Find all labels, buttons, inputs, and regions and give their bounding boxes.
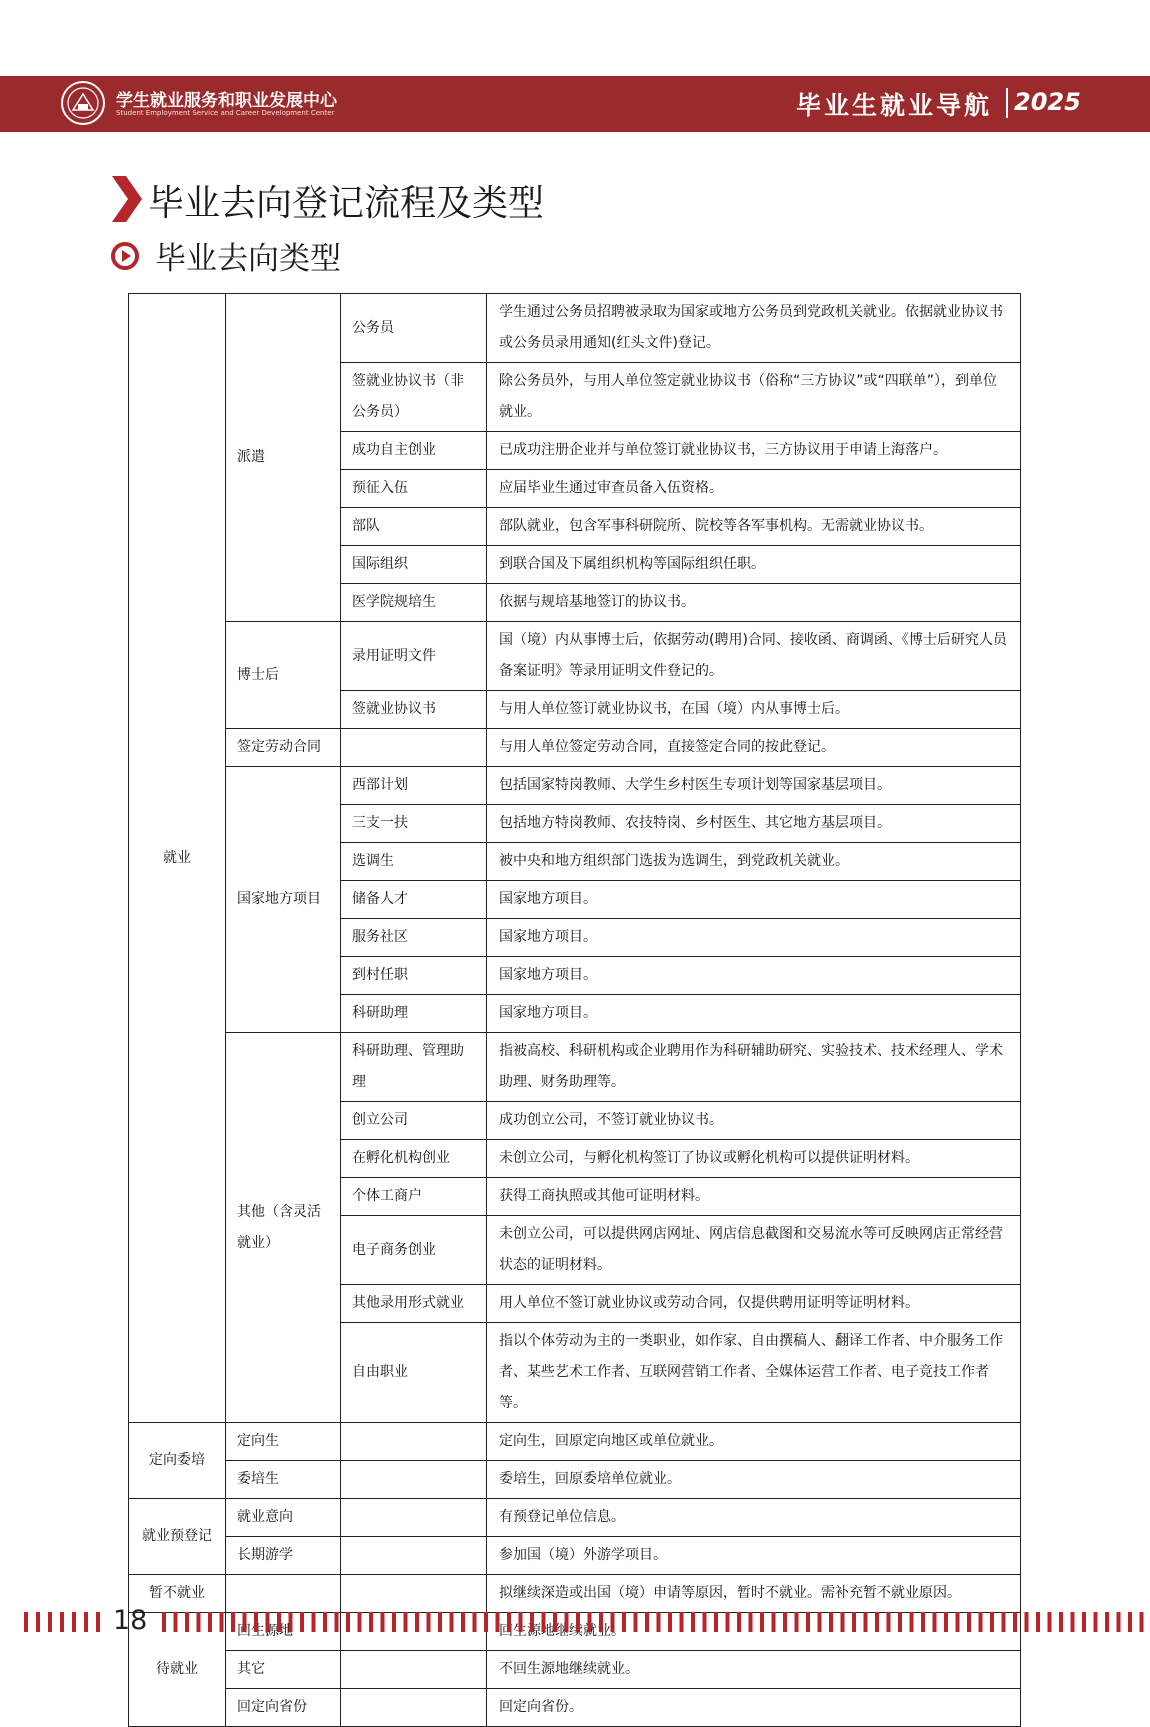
table-row — [129, 1423, 1021, 1461]
subcategory-cell: 长期游学 — [226, 1537, 341, 1575]
description-cell: 国家地方项目。 — [487, 881, 1021, 919]
type-cell: 成功自主创业 — [341, 432, 487, 470]
description-cell: 包括地方特岗教师、农技特岗、乡村医生、其它地方基层项目。 — [487, 805, 1021, 843]
description-cell: 学生通过公务员招聘被录取为国家或地方公务员到党政机关就业。依据就业协议书或公务员录用通知(红头文件)登记。 — [487, 294, 1021, 363]
type-cell — [341, 1651, 487, 1689]
subcategory-cell: 签定劳动合同 — [226, 729, 341, 767]
description-cell: 指被高校、科研机构或企业聘用作为科研辅助研究、实验技术、技术经理人、学术助理、财务助理等。 — [487, 1033, 1021, 1102]
type-cell: 科研助理 — [341, 995, 487, 1033]
description-cell: 参加国（境）外游学项目。 — [487, 1537, 1021, 1575]
type-cell: 在孵化机构创业 — [341, 1140, 487, 1178]
description-cell: 被中央和地方组织部门选拔为选调生，到党政机关就业。 — [487, 843, 1021, 881]
description-cell: 国家地方项目。 — [487, 919, 1021, 957]
type-cell — [341, 1689, 487, 1727]
category-cell: 就业 — [129, 294, 226, 1423]
section-title: 毕业去向登记流程及类型 — [148, 183, 545, 224]
type-cell: 部队 — [341, 508, 487, 546]
org-name-en: Student Employment Service and Career Development Center — [116, 109, 335, 117]
category-cell: 就业预登记 — [129, 1499, 226, 1575]
description-cell: 用人单位不签订就业协议或劳动合同，仅提供聘用证明等证明材料。 — [487, 1285, 1021, 1323]
description-cell: 未创立公司，与孵化机构签订了协议或孵化机构可以提供证明材料。 — [487, 1140, 1021, 1178]
table-row — [129, 1689, 1021, 1727]
guide-title — [796, 86, 992, 122]
subcategory-cell — [226, 1575, 341, 1613]
table-row — [129, 294, 1021, 363]
description-cell: 回定向省份。 — [487, 1689, 1021, 1727]
type-cell — [341, 729, 487, 767]
description-cell: 应届毕业生通过审查员备入伍资格。 — [487, 470, 1021, 508]
table-row — [129, 767, 1021, 805]
type-cell: 到村任职 — [341, 957, 487, 995]
description-cell: 已成功注册企业并与单位签订就业协议书，三方协议用于申请上海落户。 — [487, 432, 1021, 470]
subcategory-cell: 回定向省份 — [226, 1689, 341, 1727]
description-cell: 有预登记单位信息。 — [487, 1499, 1021, 1537]
guide-title-text: 毕业生就业导航 — [796, 91, 993, 120]
type-cell — [341, 1461, 487, 1499]
subcategory-cell: 其它 — [226, 1651, 341, 1689]
destination-types-table — [128, 293, 1021, 1727]
description-cell: 国（境）内从事博士后，依据劳动(聘用)合同、接收函、商调函、《博士后研究人员备案证明》等录用证明文件登记的。 — [487, 622, 1021, 691]
play-circle-icon — [111, 242, 139, 270]
type-cell: 录用证明文件 — [341, 622, 487, 691]
type-cell: 西部计划 — [341, 767, 487, 805]
type-cell: 医学院规培生 — [341, 584, 487, 622]
type-cell: 创立公司 — [341, 1102, 487, 1140]
subcategory-cell: 定向生 — [226, 1423, 341, 1461]
type-cell: 科研助理、管理助理 — [341, 1033, 487, 1102]
type-cell — [341, 1575, 487, 1613]
table-row — [129, 729, 1021, 767]
description-cell: 定向生，回原定向地区或单位就业。 — [487, 1423, 1021, 1461]
category-cell: 暂不就业 — [129, 1575, 226, 1613]
subcategory-cell: 委培生 — [226, 1461, 341, 1499]
footer-bars-decoration-right — [162, 1612, 1150, 1632]
type-cell — [341, 1423, 487, 1461]
subcategory-cell: 其他（含灵活就业） — [226, 1033, 341, 1423]
description-cell: 部队就业，包含军事科研院所、院校等各军事机构。无需就业协议书。 — [487, 508, 1021, 546]
subcategory-cell: 就业意向 — [226, 1499, 341, 1537]
description-cell: 拟继续深造或出国（境）申请等原因，暂时不就业。需补充暂不就业原因。 — [487, 1575, 1021, 1613]
type-cell: 个体工商户 — [341, 1178, 487, 1216]
page-number: 18 — [113, 1605, 148, 1636]
type-cell — [341, 1499, 487, 1537]
description-cell: 除公务员外，与用人单位签定就业协议书（俗称“三方协议”或“四联单”），到单位就业。 — [487, 363, 1021, 432]
description-cell: 与用人单位签订就业协议书，在国（境）内从事博士后。 — [487, 691, 1021, 729]
chevron-right-icon — [110, 176, 142, 222]
description-cell: 国家地方项目。 — [487, 957, 1021, 995]
org-name-cn: 学生就业服务和职业发展中心 — [116, 91, 337, 111]
type-cell: 电子商务创业 — [341, 1216, 487, 1285]
description-cell: 成功创立公司，不签订就业协议书。 — [487, 1102, 1021, 1140]
type-cell: 服务社区 — [341, 919, 487, 957]
description-cell: 与用人单位签定劳动合同，直接签定合同的按此登记。 — [487, 729, 1021, 767]
table-row — [129, 1033, 1021, 1102]
type-cell: 自由职业 — [341, 1323, 487, 1423]
category-cell: 定向委培 — [129, 1423, 226, 1499]
table-row — [129, 1575, 1021, 1613]
title-divider — [1006, 88, 1008, 118]
type-cell: 预征入伍 — [341, 470, 487, 508]
description-cell: 依据与规培基地签订的协议书。 — [487, 584, 1021, 622]
description-cell: 包括国家特岗教师、大学生乡村医生专项计划等国家基层项目。 — [487, 767, 1021, 805]
category-cell: 待就业 — [129, 1613, 226, 1727]
type-cell — [341, 1537, 487, 1575]
description-cell: 委培生，回原委培单位就业。 — [487, 1461, 1021, 1499]
type-cell: 储备人才 — [341, 881, 487, 919]
type-cell: 签就业协议书（非公务员） — [341, 363, 487, 432]
type-cell: 国际组织 — [341, 546, 487, 584]
description-cell: 不回生源地继续就业。 — [487, 1651, 1021, 1689]
type-cell: 三支一扶 — [341, 805, 487, 843]
type-cell: 选调生 — [341, 843, 487, 881]
university-seal-icon — [60, 80, 106, 126]
type-cell: 公务员 — [341, 294, 487, 363]
description-cell: 到联合国及下属组织机构等国际组织任职。 — [487, 546, 1021, 584]
description-cell: 未创立公司，可以提供网店网址、网店信息截图和交易流水等可反映网店正常经营状态的证明材料。 — [487, 1216, 1021, 1285]
description-cell: 指以个体劳动为主的一类职业，如作家、自由撰稿人、翻译工作者、中介服务工作者、某些艺术工作者、互联网营销工作者、全媒体运营工作者、电子竞技工作者等。 — [487, 1323, 1021, 1423]
type-cell: 其他录用形式就业 — [341, 1285, 487, 1323]
description-cell: 获得工商执照或其他可证明材料。 — [487, 1178, 1021, 1216]
guide-year: 2025 — [1014, 88, 1081, 116]
description-cell: 国家地方项目。 — [487, 995, 1021, 1033]
table-row — [129, 1461, 1021, 1499]
table-row — [129, 1537, 1021, 1575]
section-subtitle: 毕业去向类型 — [155, 241, 341, 277]
footer-bars-decoration-left — [24, 1612, 110, 1632]
table-row — [129, 1651, 1021, 1689]
subcategory-cell: 国家地方项目 — [226, 767, 341, 1033]
subcategory-cell: 博士后 — [226, 622, 341, 729]
subcategory-cell: 派遣 — [226, 294, 341, 622]
table-row — [129, 1499, 1021, 1537]
type-cell: 签就业协议书 — [341, 691, 487, 729]
table-row — [129, 622, 1021, 691]
